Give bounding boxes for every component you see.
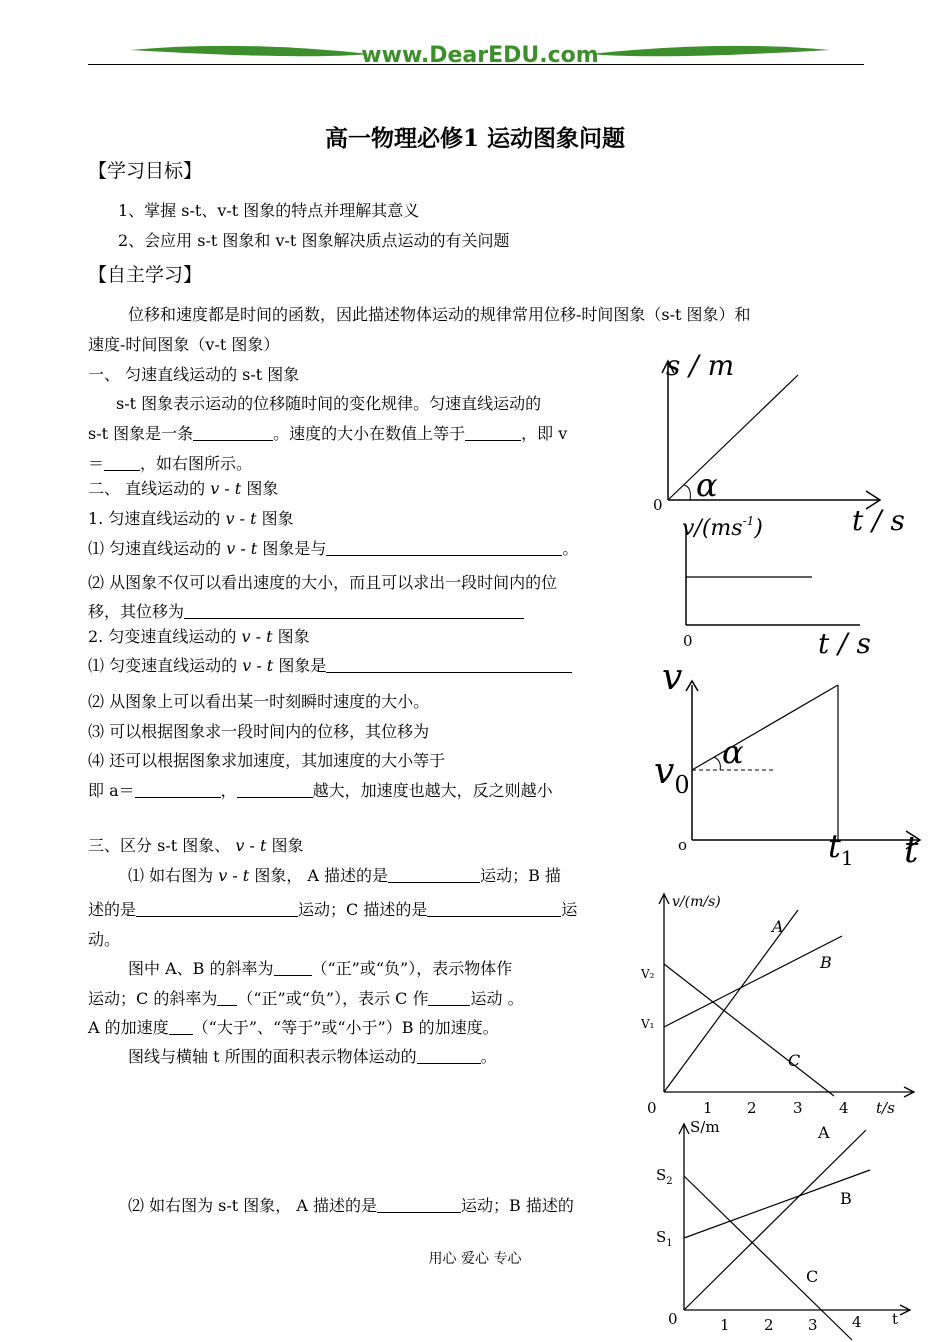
page-title: 高一物理必修1 运动图象问题 [324,125,625,152]
section-3-p2: 述的是 运动；C 描述的是 运 [88,900,578,919]
fig4-v2: V₂ [641,967,655,981]
fig1-y-label: s / m [666,349,735,382]
section-2-1-title: 1. 匀速直线运动的 v - t 图象 [88,509,294,528]
section-2-1-q2a: ⑵ 从图象不仅可以看出速度的大小，而且可以求出一段时间内的位 [88,573,558,592]
intro-line-1: 位移和速度都是时间的函数，因此描述物体运动的规律常用位移-时间图象（s-t 图象）和 [128,305,751,324]
fig5-x-label: t [892,1310,899,1328]
section-3-p7: 图线与横轴 t 所围的面积表示物体运动的 。 [128,1047,497,1066]
fig5-s1-label: $S_1$ [656,1228,673,1249]
fig5-line-A: A [818,1123,830,1142]
fig3-angle: α [722,733,744,771]
figure-vt-abc [638,882,938,1122]
fig4-v1: V₁ [641,1017,655,1031]
fig5-line-B: B [840,1189,852,1208]
section-1-line-3: ＝ ，如右图所示。 [88,454,253,473]
fig4-tick-4: 4 [839,1099,849,1117]
section-2-2-q1: ⑴ 匀变速直线运动的 v - t 图象是 [88,656,572,676]
figure-st-abc [648,1112,918,1342]
section-2-1-q1: ⑴ 匀速直线运动的 v - t 图象是与 。 [88,539,579,558]
fig3-y-label: v [662,657,683,698]
fig5-y-label: S/m [690,1118,720,1136]
goals-heading: 【学习目标】 [88,160,203,182]
fig3-v0: $v_0$ [654,751,690,799]
logo-text: www.DearEDU.com [361,43,599,68]
fig5-tick-2: 2 [764,1316,774,1334]
fig4-line-A: A [772,917,784,936]
section-1-line-2: s-t 图象是一条 。速度的大小在数值上等于 ，即 v [88,424,568,443]
fig5-tick-4: 4 [852,1313,862,1331]
fig3-x-label: t [904,830,919,865]
section-3-p5: 运动；C 的斜率为 （“正”或“负”），表示 C 作 运动 。 [88,989,524,1008]
header-rule [88,64,864,65]
fig5-tick-0: 0 [668,1310,678,1328]
fig4-x-label: t/s [876,1099,895,1117]
section-1-line-1: s-t 图象表示运动的位移随时间的变化规律。匀速直线运动的 [116,394,542,413]
section-3-p4: 图中 A、B 的斜率为 （“正”或“负”），表示物体作 [128,959,513,978]
section-3-p1: ⑴ 如右图为 v - t 图象， A 描述的是 运动；B 描 [128,866,561,885]
fig5-line-C: C [806,1267,819,1286]
fig4-tick-1: 1 [703,1099,713,1117]
section-1-title: 一、 匀速直线运动的 s-t 图象 [88,365,300,384]
fig5-s2-label: $S_2$ [656,1166,673,1187]
section-2-2-title: 2. 匀变速直线运动的 v - t 图象 [88,627,310,646]
fig3-origin: o [678,836,688,854]
fig4-tick-3: 3 [793,1099,803,1117]
fig4-line-C: C [788,1051,801,1070]
goal-item-2: 2、会应用 s-t 图象和 v-t 图象解决质点运动的有关问题 [118,231,510,250]
fig5-tick-1: 1 [720,1316,730,1334]
fig3-t1: $t_1$ [828,827,854,865]
goal-item-1: 1、掌握 s-t、v-t 图象的特点并理解其意义 [118,201,420,220]
fig1-angle: α [696,466,718,504]
self-study-heading: 【自主学习】 [88,264,203,286]
section-3-title: 三、区分 s-t 图象、 v - t 图象 [88,836,304,855]
fig1-x-label: t / s [852,504,905,535]
section-2-title: 二、 直线运动的 v - t 图象 [88,479,279,498]
intro-line-2: 速度-时间图象（v-t 图象） [88,335,280,354]
fig4-tick-0: 0 [647,1099,657,1117]
section-2-2-q3: ⑶ 可以根据图象求一段时间内的位移，其位移为 [88,722,430,741]
figure-vt-accelerated [650,655,950,865]
fig4-line-B: B [820,953,832,972]
fig4-tick-2: 2 [747,1099,757,1117]
section-2-1-q2b: 移，其位移为 [88,602,524,622]
fig2-x-label: t / s [818,627,871,660]
section-2-2-q2: ⑵ 从图象上可以看出某一时刻瞬时速度的大小。 [88,692,430,711]
footer-text: 用心 爱心 专心 [428,1251,522,1267]
section-3-p8: ⑵ 如右图为 s-t 图象， A 描述的是 运动；B 描述的 [128,1196,574,1215]
section-3-p3: 动。 [88,930,121,949]
fig4-y-label: v/(m/s) [672,894,721,910]
section-2-2-q5: 即 a＝ ， 越大，加速度也越大，反之则越小 [88,781,553,800]
figure-vt-uniform [660,505,920,665]
fig1-origin: 0 [653,496,663,514]
section-3-p6: A 的加速度 （“大于”、“等于”或“小于”）B 的加速度。 [88,1018,499,1037]
fig2-y-label: $v/(ms^{-1})$ [682,514,763,541]
fig5-tick-3: 3 [808,1316,818,1334]
fig2-origin: 0 [683,632,693,650]
section-2-2-q4: ⑷ 还可以根据图象求加速度，其加速度的大小等于 [88,751,446,770]
